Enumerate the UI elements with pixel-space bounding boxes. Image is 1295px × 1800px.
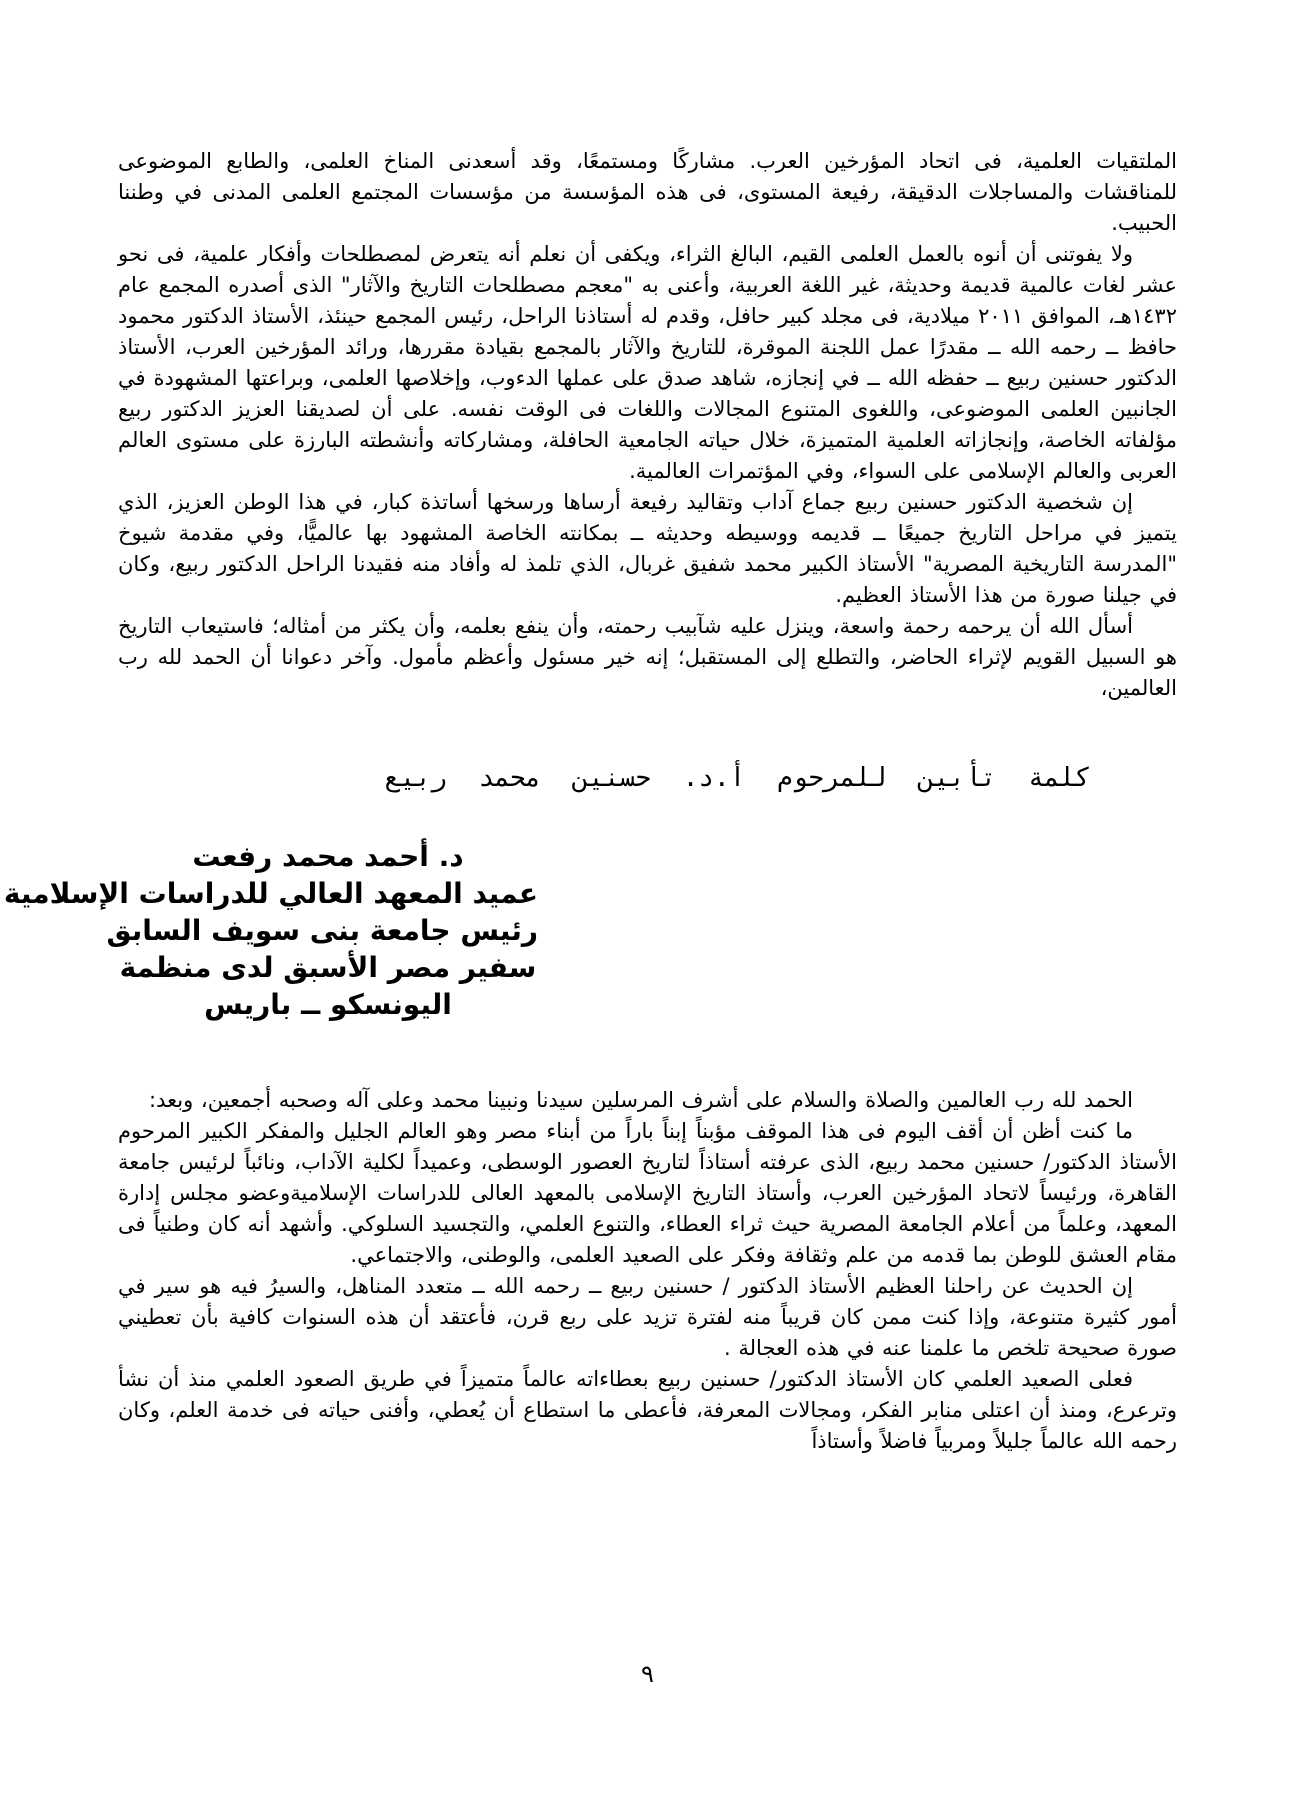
page-content <box>3 146 1177 1457</box>
eulogy2-paragraph-4: فعلى الصعيد العلمي كان الأستاذ الدكتور/ حسنين ربيع بعطاءاته عالماً متميزاً في طريق الصعود العلمي منذ أن نشأ وترعرع، ومنذ أن اعتلى منابر الفكر، ومجالات المعرفة، فأعطى ما استطاع أن يُعطي، وأفنى حياته فى خدمة العلم، وكان رحمه الله عالماً جليلاً ومربياً فاضلاً وأستاذاً <box>118 1367 1177 1453</box>
eulogy1-paragraph-1: الملتقيات العلمية، فى اتحاد المؤرخين العرب. مشاركًا ومستمعًا، وقد أسعدنى المناخ العلمى، والطابع الموضوعى للمناقشات والمساجلات الدقيقة، رفيعة المستوى، فى هذه المؤسسة من مؤسسات المجتمع العلمى المدنى في وطننا الحبيب. <box>118 149 1177 235</box>
speaker-title-unesco: اليونسكو ــ باريس <box>204 988 452 1021</box>
speaker-title-dean: عميد المعهد العالي للدراسات الإسلامية <box>3 877 538 910</box>
eulogy1-paragraph-4: أسأل الله أن يرحمه رحمة واسعة، وينزل عليه شآبيب رحمته، وأن ينفع بعلمه، وأن يكثر من أمثاله؛ فاستيعاب التاريخ هو السبيل القويم لإثراء الحاضر، والتطلع إلى المستقبل؛ إنه خير مسئول وأعظم مأمول. وآخر دعوانا أن الحمد لله رب العالمين، <box>118 614 1177 700</box>
eulogy1-paragraph-2: ولا يفوتنى أن أنوه بالعمل العلمى القيم، البالغ الثراء، ويكفى أن نعلم أنه يتعرض لمصطلحات وأفكار علمية، فى نحو عشر لغات عالمية قديمة وحديثة، غير اللغة العربية، وأعنى به "معجم مصطلحات التاريخ والآثار" الذى أصدره المجمع عام ١٤٣٢هـ، الموافق ٢٠١١ ميلادية، فى مجلد كبير حافل، وقدم له أستاذنا الراحل، رئيس المجمع حينئذ، الأستاذ الدكتور محمود حافظ ــ رحمه الله ــ مقدرًا عمل اللجنة الموقرة، للتاريخ والآثار بالمجمع بقيادة مقررها، ورائد المؤرخين العرب، الأستاذ الدكتور حسنين ربيع ــ حفظه الله ــ في إنجازه، شاهد صدق على عملها الدءوب، وإخلاصها العلمى، وبراعتها المشهودة في الجانبين العلمى الموضوعى، واللغوى المتنوع المجالات واللغات فى الوقت نفسه. على أن لصديقنا العزيز الدكتور ربيع مؤلفاته الخاصة، وإنجازاته العلمية المتميزة، خلال حياته الجامعية الحافلة، ومشاركاته وأنشطته البارزة على مستوى العالم العربى والعالم الإسلامى على السواء، وفي المؤتمرات العالمية. <box>118 242 1177 483</box>
memorial-heading: كلمة تأبين للمرحوم أ.د. حسنين محمد ربيع <box>384 763 1091 793</box>
eulogy2-paragraph-3: إن الحديث عن راحلنا العظيم الأستاذ الدكتور / حسنين ربيع ــ رحمه الله ــ متعدد المناهل، والسيرُ فيه هو سير في أمور كثيرة متنوعة، وإذا كنت ممن كان قريباً منه لفترة تزيد على ربع قرن، فأعتقد أن هذه السنوات كافية بأن تعطيني صورة صحيحة تلخص ما علمنا عنه في هذه العجالة . <box>118 1274 1177 1360</box>
speaker-title-president: رئيس جامعة بنى سويف السابق <box>106 914 538 947</box>
eulogy2-paragraph-1: الحمد لله رب العالمين والصلاة والسلام على أشرف المرسلين سيدنا ونبينا محمد وعلى آله وصحبه أجمعين، وبعد: <box>149 1088 1133 1112</box>
eulogy1-paragraph-3: إن شخصية الدكتور حسنين ربيع جماع آداب وتقاليد رفيعة أرساها ورسخها أساتذة كبار، في هذا الوطن العزيز، الذي يتميز في مراحل التاريخ جميعًا ــ قديمه ووسيطه وحديثه ــ بمكانته الخاصة المشهود بها عالميًّا، وفي مقدمة شيوخ "المدرسة التاريخية المصرية" الأستاذ الكبير محمد شفيق غربال، الذي تلمذ له وأفاد منه فقيدنا الراحل الدكتور ربيع، وكان في جيلنا صورة من هذا الأستاذ العظيم. <box>118 490 1177 607</box>
page-number: ٩ <box>641 1660 654 1688</box>
eulogy2-paragraph-2: ما كنت أظن أن أقف اليوم فى هذا الموقف مؤبناً إبناً باراً من أبناء مصر وهو العالم الجليل والمفكر الكبير المرحوم الأستاذ الدكتور/ حسنين محمد ربيع، الذى عرفته أستاذاً لتاريخ العصور الوسطى، وعميداً لكلية الآداب، ونائباً لرئيس جامعة القاهرة، ورئيساً لاتحاد المؤرخين العرب، وأستاذ التاريخ الإسلامى بالمعهد العالى للدراسات الإسلاميةوعضو مجلس إدارة المعهد، وعلماً من أعلام الجامعة المصرية حيث ثراء العطاء، والتنوع العلمي، والتجسيد السلوكي. وأشهد أنه كان وطنياً فى مقام العشق للوطن بما قدمه من علم وثقافة وفكر على الصعيد العلمى، والوطنى، والاجتماعي. <box>118 1119 1177 1267</box>
speaker-signature-block <box>3 838 538 1023</box>
speaker-title-ambassador: سفير مصر الأسبق لدى منظمة <box>119 951 537 984</box>
speaker-name: د. أحمد محمد رفعت <box>192 840 464 873</box>
